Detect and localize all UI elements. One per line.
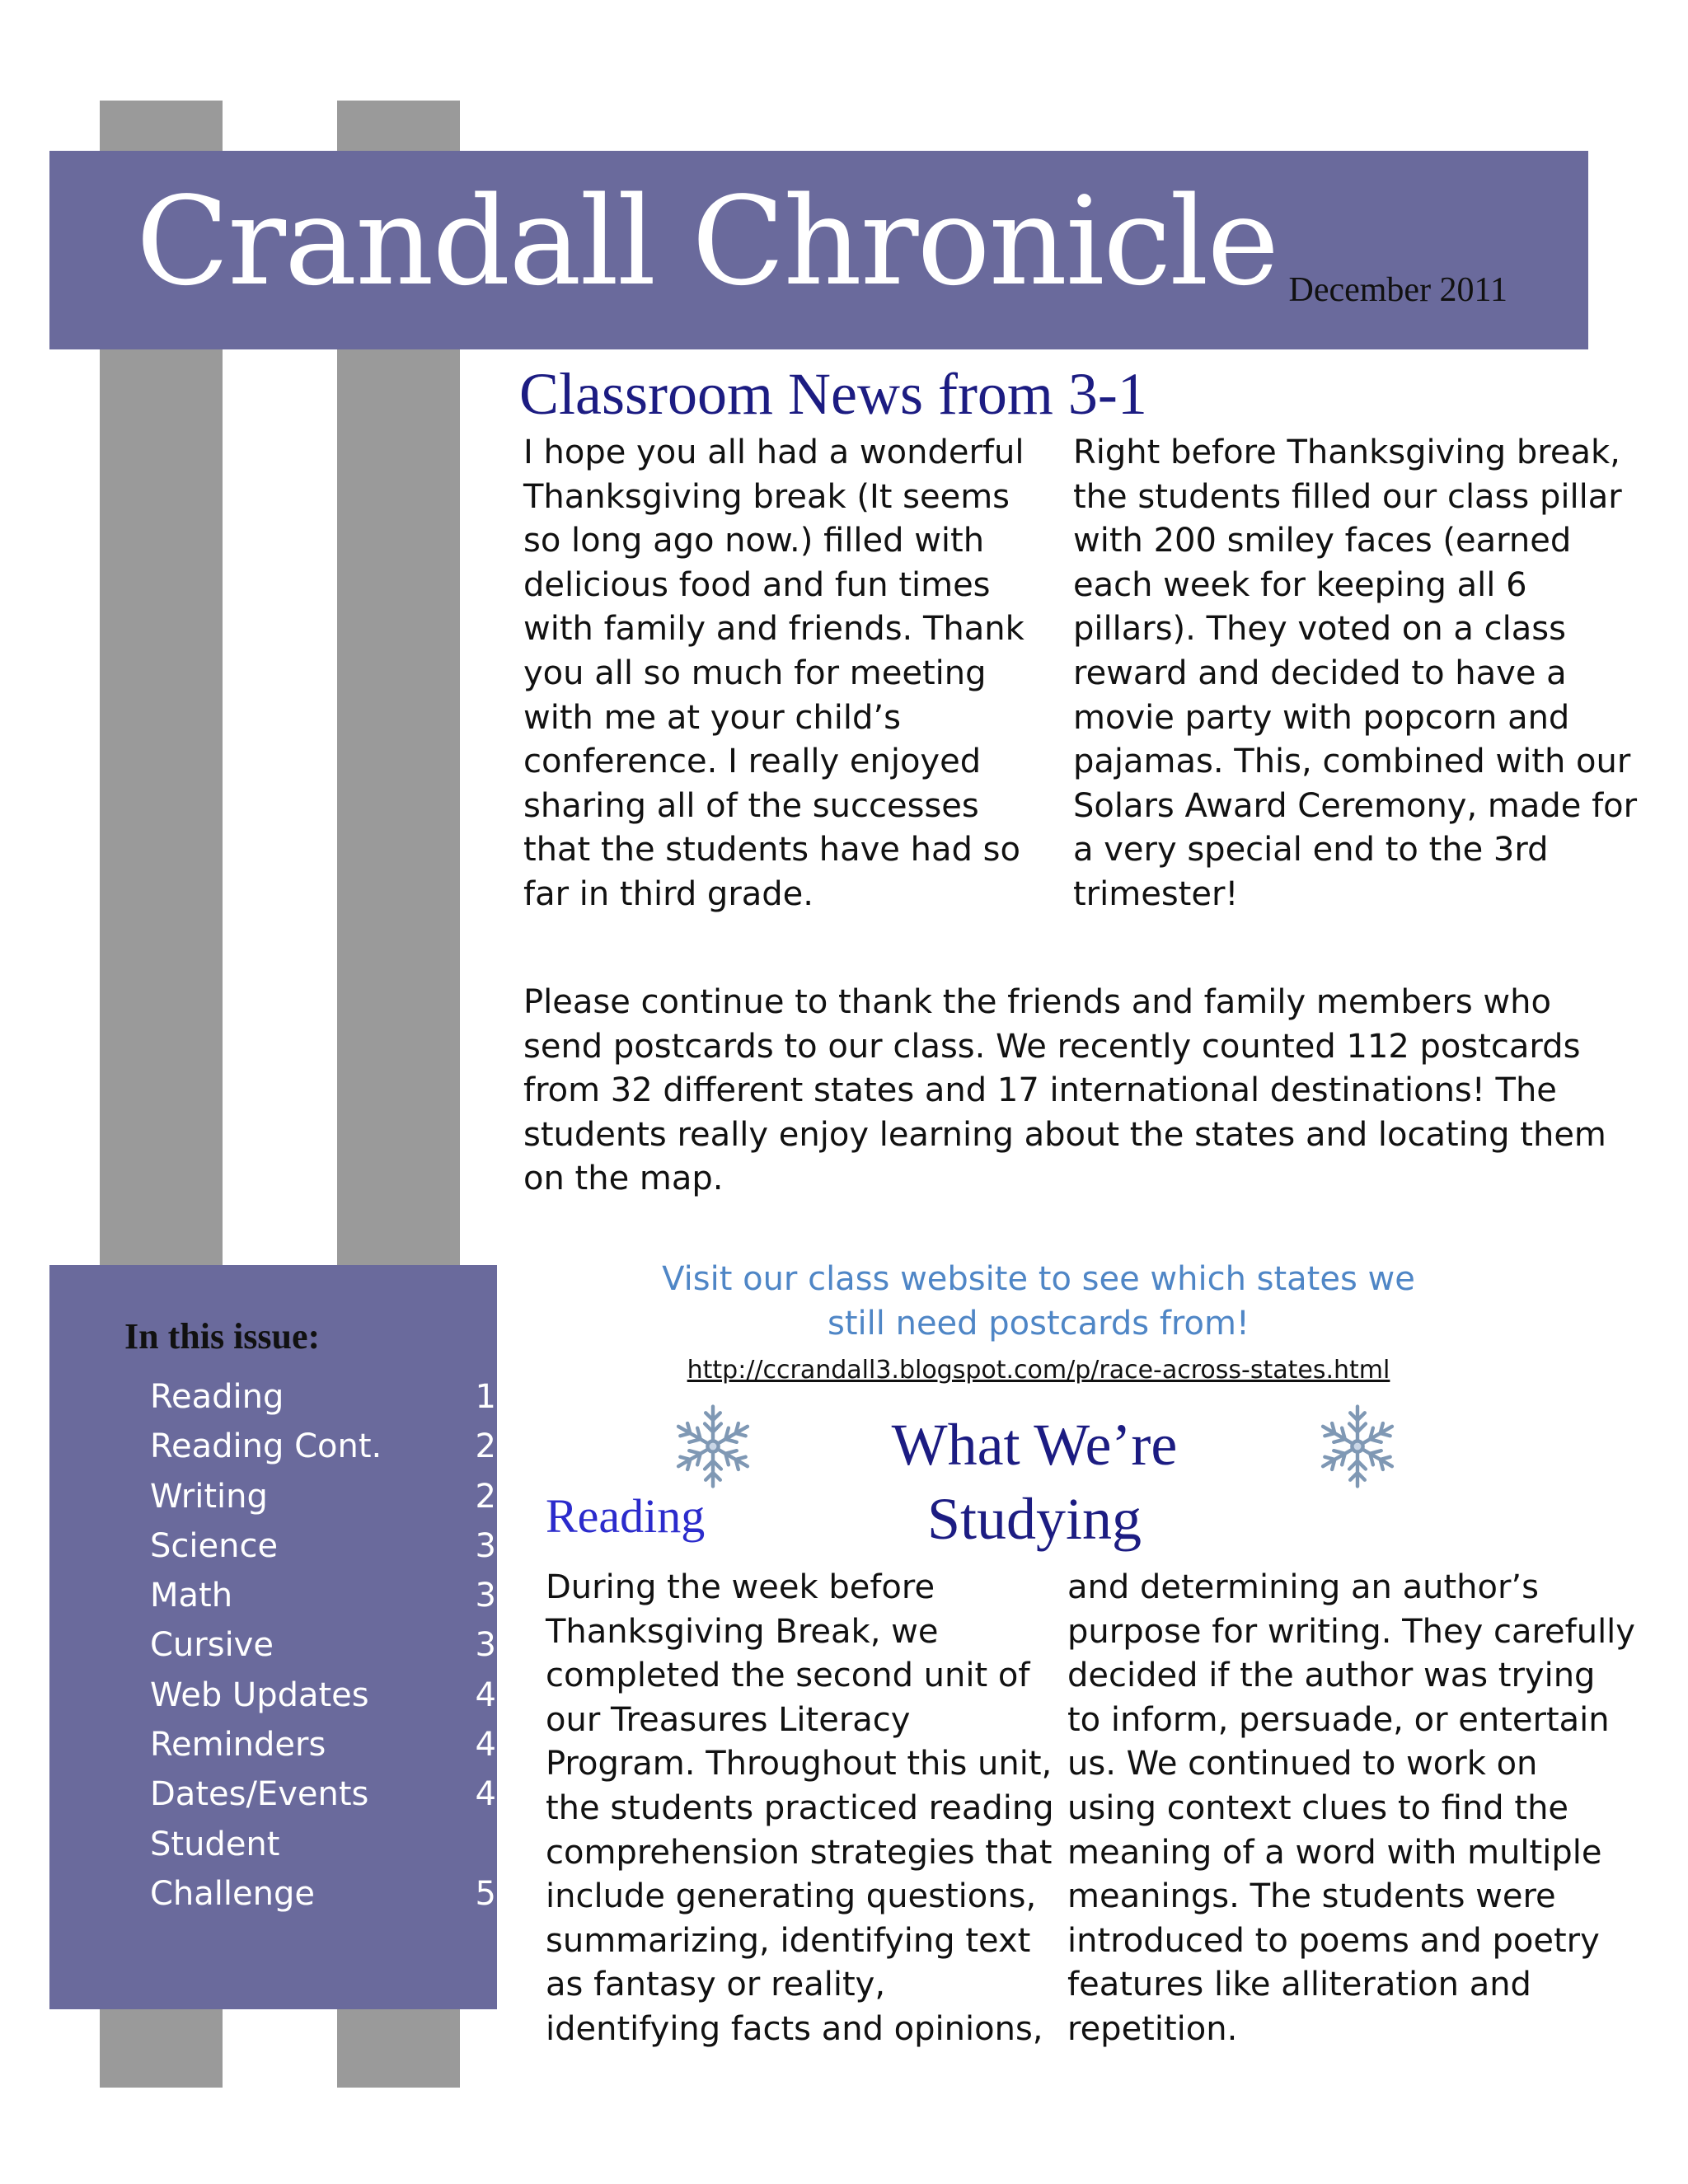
website-callout: Visit our class website to see which states we still need postcards from! — [662, 1260, 1415, 1343]
toc-item-label: Math — [150, 1577, 233, 1615]
toc-item-page: 2 — [475, 1427, 496, 1466]
toc-list — [150, 1372, 496, 1919]
classroom-news-left-column: I hope you all had a wonderful Thanksgiving break (It seems so long ago now.) filled with delicious food and fun times with family and friends. Thank you all so much for meeting with me at your child’s conference. I really enjoyed sharing all of the successes that the students have had so far in third grade. — [523, 434, 1025, 913]
toc-item-page: 4 — [475, 1675, 496, 1714]
toc-item[interactable] — [150, 1372, 496, 1422]
toc-item-page: 3 — [475, 1626, 496, 1665]
toc-item[interactable] — [150, 1671, 496, 1720]
toc-item-label: Dates/Events — [150, 1775, 369, 1814]
toc-item[interactable] — [150, 1620, 496, 1670]
toc-item-page: 4 — [475, 1775, 496, 1814]
toc-item-label: Student Challenge — [150, 1825, 315, 1913]
class-website-link[interactable]: http://ccrandall3.blogspot.com/p/race-across-states.html — [687, 1356, 1390, 1385]
toc-item[interactable] — [150, 1820, 496, 1919]
toc-item-label: Science — [150, 1526, 279, 1565]
toc-item-label: Reminders — [150, 1726, 326, 1765]
toc-title: In this issue: — [124, 1316, 321, 1357]
toc-item-label: Writing — [150, 1477, 268, 1516]
toc-item-label: Web Updates — [150, 1675, 369, 1714]
snowflake-icon — [1312, 1401, 1403, 1492]
classroom-news-right-column: Right before Thanksgiving break, the students filled our class pillar with 200 smiley faces (earned each week for keeping all 6 pillars). They voted on a class reward and decided to have a movie party with popcorn and pajamas. This, combined with our Solars Award Ceremony, made for a very special end to the 3rd trimester! — [1073, 434, 1638, 913]
toc-item[interactable] — [150, 1769, 496, 1819]
classroom-news-heading: Classroom News from 3-1 — [519, 361, 1147, 427]
toc-item-label: Cursive — [150, 1626, 274, 1665]
toc-item-label: Reading Cont. — [150, 1427, 382, 1466]
newsletter-title: Crandall Chronicle — [136, 171, 1278, 312]
toc-item-page: 3 — [475, 1577, 496, 1615]
toc-item[interactable] — [150, 1571, 496, 1620]
toc-item-page: 3 — [475, 1526, 496, 1565]
snowflake-icon — [668, 1401, 758, 1492]
studying-heading-row — [659, 1401, 1418, 1552]
postcards-paragraph: Please continue to thank the friends and family members who send postcards to our class. We recently counted 112 postcards from 32 different states and 17 international destinations! The students really enjoy learning about the states and locating them on the map. — [523, 983, 1606, 1198]
toc-item-page: 5 — [475, 1874, 496, 1913]
studying-heading: What We’re Studying — [891, 1412, 1178, 1552]
toc-item[interactable] — [150, 1521, 496, 1571]
toc-item-page: 2 — [475, 1477, 496, 1516]
toc-item-page: 4 — [475, 1726, 496, 1765]
reading-right-column: and determining an author’s purpose for writing. They carefully decided if the author was trying to inform, persuade, or entertain us. We continued to work on using context clues to find the meaning of a word with multiple meanings. The students were introduced to poems and poetry features like alliteration and repetition. — [1067, 1568, 1635, 2048]
toc-item-label: Reading — [150, 1378, 284, 1416]
toc-item-page: 1 — [475, 1378, 496, 1416]
reading-section-heading: Reading — [546, 1489, 706, 1543]
toc-item[interactable] — [150, 1422, 496, 1471]
issue-date: December 2011 — [1288, 271, 1507, 309]
toc-item[interactable] — [150, 1472, 496, 1521]
reading-left-column: During the week before Thanksgiving Break, we completed the second unit of our Treasures Literacy Program. Throughout this unit, the students practiced reading comprehension strategies that include generating questions, summarizing, identifying text as fantasy or reality, identifying facts and opinions, — [546, 1568, 1054, 2048]
masthead — [49, 151, 1588, 349]
in-this-issue-box — [49, 1265, 497, 2009]
toc-item[interactable] — [150, 1720, 496, 1769]
